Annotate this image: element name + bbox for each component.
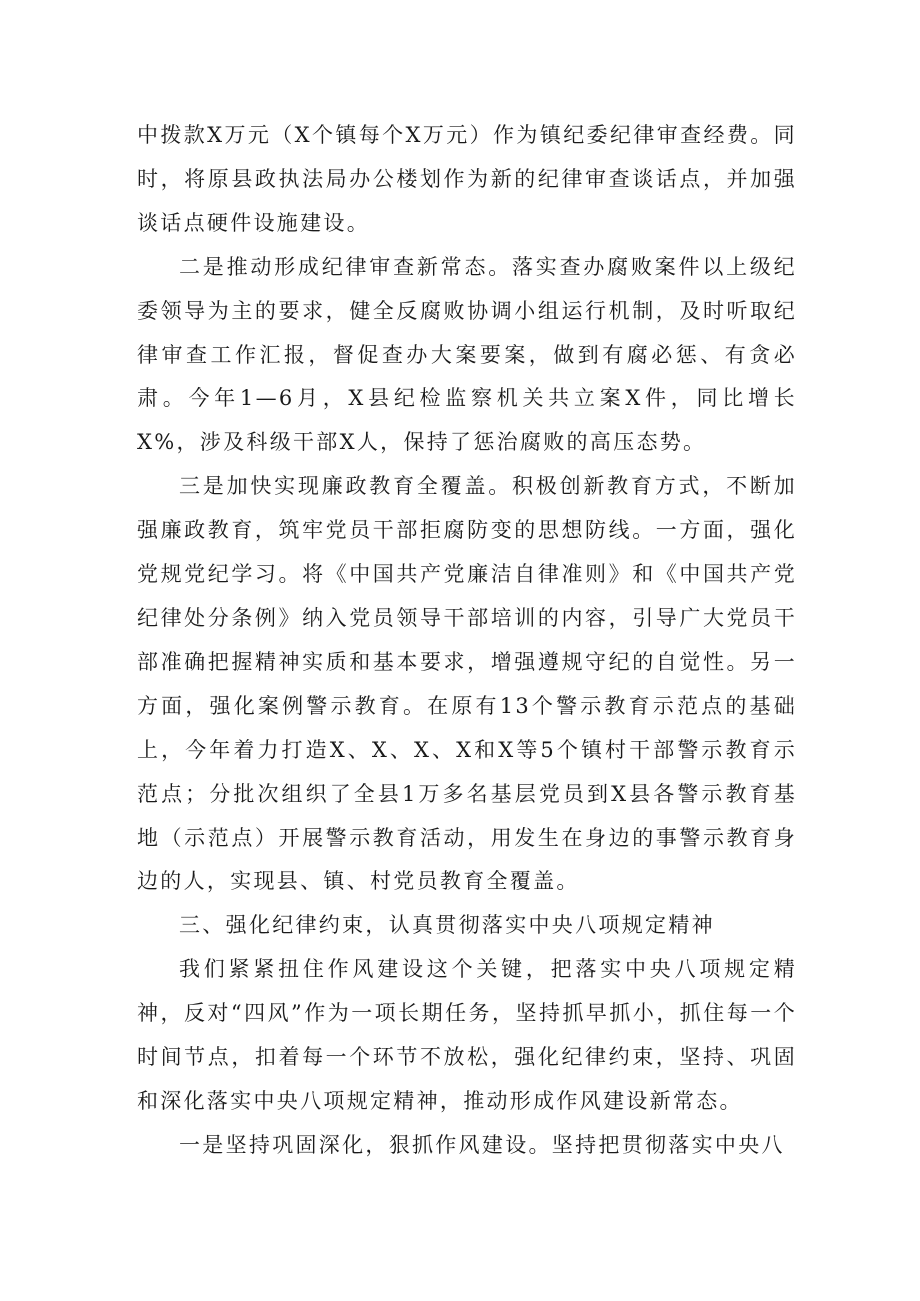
paragraph-consolidate: 一是坚持巩固深化，狠抓作风建设。坚持把贯彻落实中央八 <box>179 1132 785 1157</box>
paragraph-funding: 中拨款X万元（X个镇每个X万元）作为镇纪委纪律审查经费。同时，将原县政执法局办公楼划作为新的纪律审查谈话点，并加强谈话点硬件设施建设。 <box>137 123 797 235</box>
paragraph-work-style: 我们紧紧扭住作风建设这个关键，把落实中央八项规定精神，反对“四风”作为一项长期任务，坚持抓早抓小，抓住每一个时间节点，扣着每一个环节不放松，强化纪律约束，坚持、巩固和深化落实中央八项规定精神，推动形成作风建设新常态。 <box>137 957 797 1113</box>
document-body <box>137 114 797 1168</box>
section-heading-three: 三、强化纪律约束，认真贯彻落实中央八项规定精神 <box>179 913 715 938</box>
paragraph-integrity-education: 三是加快实现廉政教育全覆盖。积极创新教育方式，不断加强廉政教育，筑牢党员干部拒腐防变的思想防线。一方面，强化党规党纪学习。将《中国共产党廉洁自律准则》和《中国共产党纪律处分条例》纳入党员领导干部培训的内容，引导广大党员干部准确把握精神实质和基本要求，增强遵规守纪的自觉性。另一方面，强化案例警示教育。在原有13个警示教育示范点的基础上，今年着力打造X、X、X、X和X等5个镇村干部警示教育示范点；分批次组织了全县1万多名基层党员到X县各警示教育基地（示范点）开展警示教育活动，用发生在身边的事警示教育身边的人，实现县、镇、村党员教育全覆盖。 <box>137 474 797 894</box>
paragraph-discipline-review: 二是推动形成纪律审查新常态。落实查办腐败案件以上级纪委领导为主的要求，健全反腐败协调小组运行机制，及时听取纪律审查工作汇报，督促查办大案要案，做到有腐必惩、有贪必肃。今年1—6月，X县纪检监察机关共立案X件，同比增长X%，涉及科级干部X人，保持了惩治腐败的高压态势。 <box>137 254 797 455</box>
